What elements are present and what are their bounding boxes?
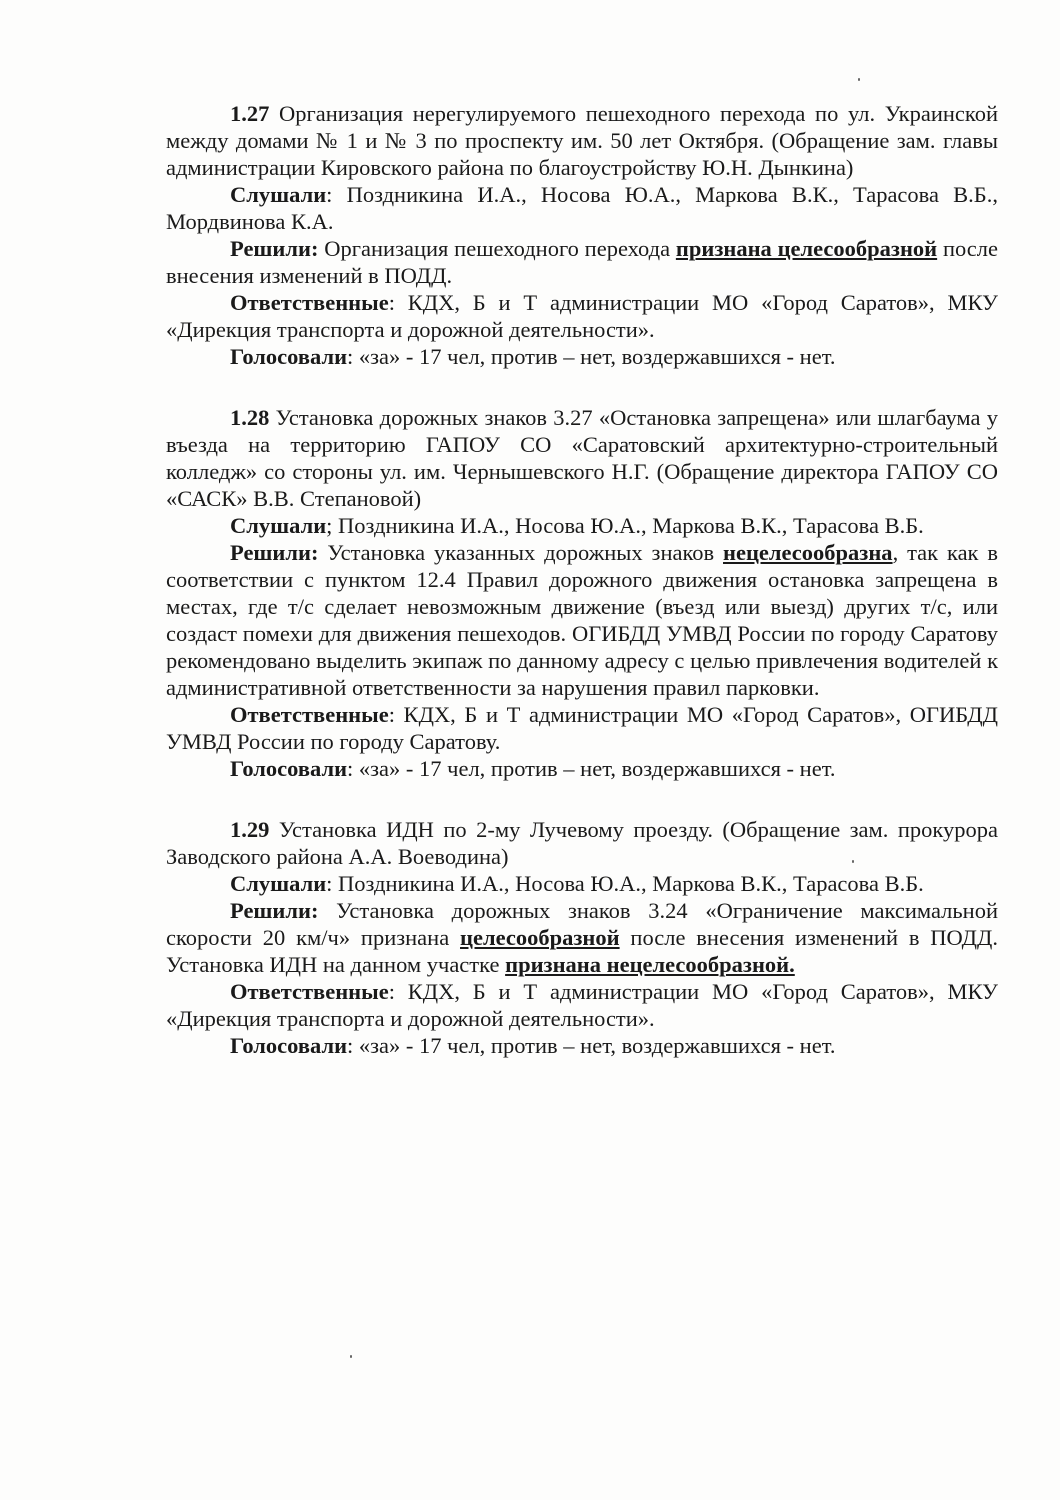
responsible-label: Ответственные	[230, 979, 389, 1004]
decided-text: после внесения изменений в ПОДД. Установка ИДН на данном участке	[166, 925, 998, 977]
responsible-text: : КДХ, Б и Т администрации МО «Город Саратов», ОГИБДД УМВД России по городу Саратову.	[166, 702, 998, 754]
decided-text: , так как в соответствии с пунктом 12.4 Правил дорожного движения остановка запрещена в местах, где т/с сделает невозможным движение (въезд или выезд) других т/с, или создаст помехи для движения пешеходов. ОГИБДД УМВД России по городу Саратову рекомендовано выделить экипаж по данному адресу с целью привлечения водителей к административной ответственности за нарушения правил парковки.	[166, 540, 998, 700]
heard-paragraph	[166, 870, 998, 897]
decided-paragraph	[166, 539, 998, 701]
heard-label: Слушали	[230, 182, 327, 207]
heard-names: Поздникина И.А., Носова Ю.А., Маркова В.К., Тарасова В.Б., Мордвинова К.А.	[166, 182, 998, 234]
heard-separator: :	[326, 182, 347, 207]
vote-text: : «за» - 17 чел, против – нет, воздержавшихся - нет.	[347, 1033, 836, 1058]
document-body	[166, 100, 998, 1093]
vote-paragraph	[166, 755, 998, 782]
decided-verdict: нецелесообразна	[723, 540, 893, 565]
item-intro	[166, 816, 998, 870]
vote-text: : «за» - 17 чел, против – нет, воздержавшихся - нет.	[347, 756, 836, 781]
decided-text: Установка дорожных знаков 3.24 «Ограничение максимальной скорости 20 км/ч» признана	[166, 898, 998, 950]
responsible-paragraph	[166, 701, 998, 755]
responsible-label: Ответственные	[230, 290, 389, 315]
agenda-item	[166, 100, 998, 370]
item-number: 1.28	[230, 405, 270, 430]
item-description: Установка дорожных знаков 3.27 «Остановка запрещена» или шлагбаума у въезда на территорию ГАПОУ СО «Саратовский архитектурно-строительный колледж» со стороны ул. им. Чернышевского Н.Г. (Обращение директора ГАПОУ СО «САСК» В.В. Степановой)	[166, 405, 998, 511]
responsible-text: : КДХ, Б и Т администрации МО «Город Саратов», МКУ «Дирекция транспорта и дорожной деятельности».	[166, 979, 998, 1031]
decided-text: Установка указанных дорожных знаков	[318, 540, 724, 565]
heard-names: Поздникина И.А., Носова Ю.А., Маркова В.К., Тарасова В.Б.	[338, 871, 924, 896]
decided-verdict: целесообразной	[460, 925, 620, 950]
scan-speck	[350, 1355, 352, 1358]
item-number: 1.29	[230, 817, 270, 842]
decided-label: Решили:	[230, 540, 319, 565]
decided-verdict: признана целесообразной	[675, 236, 938, 261]
item-intro	[166, 100, 998, 181]
vote-paragraph	[166, 1032, 998, 1059]
vote-label: Голосовали	[230, 344, 348, 369]
decided-paragraph	[166, 897, 998, 978]
decided-verdict: признана нецелесообразной.	[505, 952, 795, 977]
decided-paragraph	[166, 235, 998, 289]
responsible-paragraph	[166, 978, 998, 1032]
agenda-item	[166, 404, 998, 782]
heard-label: Слушали	[230, 513, 327, 538]
scan-speck	[858, 78, 860, 81]
vote-text: : «за» - 17 чел, против – нет, воздержавшихся - нет.	[347, 344, 836, 369]
decided-text: после внесения изменений в ПОДД.	[166, 236, 998, 288]
scan-speck	[852, 860, 854, 863]
heard-paragraph	[166, 512, 998, 539]
decided-label: Решили:	[230, 236, 319, 261]
heard-separator: :	[326, 871, 339, 896]
responsible-text: : КДХ, Б и Т администрации МО «Город Саратов», МКУ «Дирекция транспорта и дорожной деятельности».	[166, 290, 998, 342]
agenda-item	[166, 816, 998, 1059]
item-description: Организация нерегулируемого пешеходного перехода по ул. Украинской между домами № 1 и № 3 по проспекту им. 50 лет Октября. (Обращение зам. главы администрации Кировского района по благоустройству Ю.Н. Дынкина)	[166, 101, 998, 180]
decided-label: Решили:	[230, 898, 319, 923]
item-intro	[166, 404, 998, 512]
heard-separator: ;	[326, 513, 339, 538]
vote-label: Голосовали	[230, 1033, 348, 1058]
vote-paragraph	[166, 343, 998, 370]
responsible-paragraph	[166, 289, 998, 343]
heard-paragraph	[166, 181, 998, 235]
responsible-label: Ответственные	[230, 702, 389, 727]
item-number: 1.27	[230, 101, 270, 126]
heard-names: Поздникина И.А., Носова Ю.А., Маркова В.К., Тарасова В.Б.	[338, 513, 924, 538]
decided-text: Организация пешеходного перехода	[318, 236, 676, 261]
heard-label: Слушали	[230, 871, 327, 896]
vote-label: Голосовали	[230, 756, 348, 781]
item-description: Установка ИДН по 2-му Лучевому проезду. (Обращение зам. прокурора Заводского района А.А. Воеводина)	[166, 817, 998, 869]
